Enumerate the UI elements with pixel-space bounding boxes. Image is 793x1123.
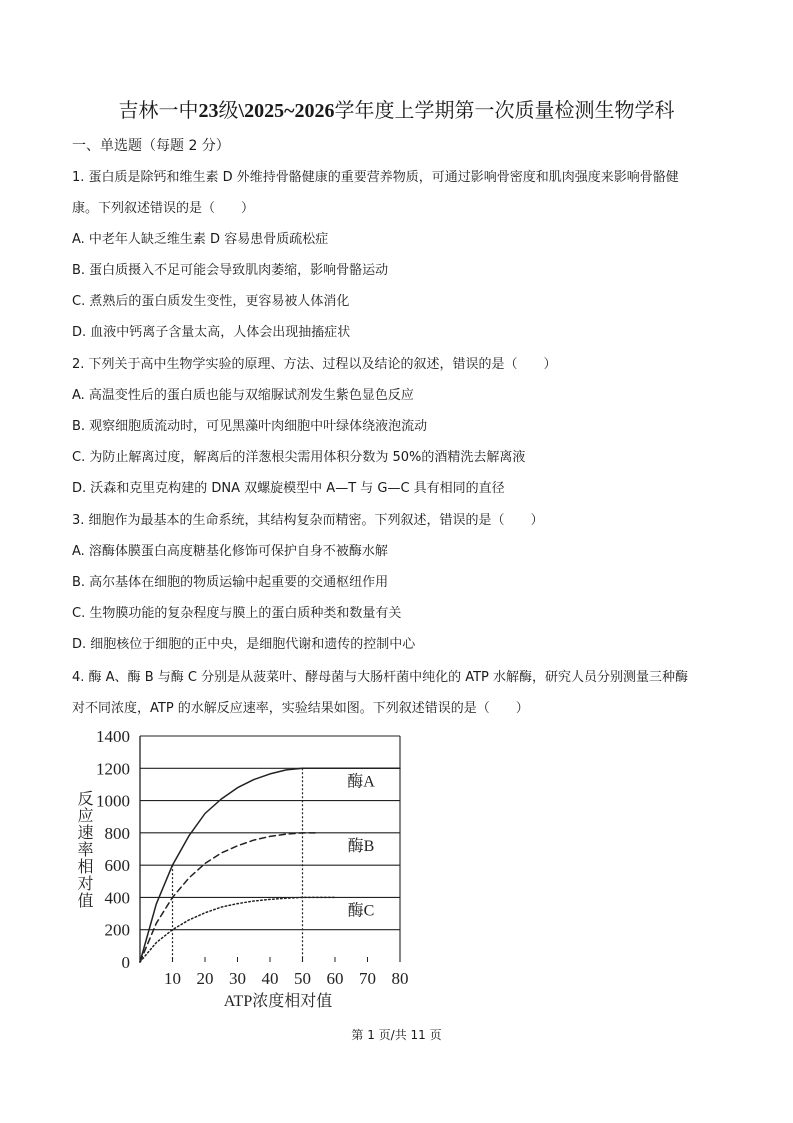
question-3-option-b: B. 高尔基体在细胞的物质运输中起重要的交通枢纽作用 [72,575,389,590]
question-1-stem-line: 1. 蛋白质是除钙和维生素 D 外维持骨骼健康的重要营养物质，可通过影响骨密度和肌肉强度来影响骨骼健 [72,170,679,185]
question-3-stem: 3. 细胞作为最基本的生命系统，其结构复杂而精密。下列叙述，错误的是（ ） [72,513,544,528]
question-1-option-d: D. 血液中钙离子含量太高，人体会出现抽搐症状 [72,325,351,340]
question-4-stem [72,662,732,724]
page-title [0,96,793,125]
y-tick-label: 0 [121,953,130,972]
title-school: 吉林一中 [118,98,199,122]
chart-x-axis-label: ATP浓度相对值 [223,993,333,1010]
x-tick-label: 60 [326,969,344,988]
question-1-option-b: B. 蛋白质摄入不足可能会导致肌肉萎缩，影响骨骼运动 [72,263,389,278]
question-1-stem [72,162,732,224]
series-label-2: 酶B [347,837,375,855]
enzyme-rate-chart [60,722,420,1022]
x-tick-label: 50 [294,969,311,988]
title-grade-unit: 级 [218,98,239,122]
question-2-stem: 2. 下列关于高中生物学实验的原理、方法、过程以及结论的叙述，错误的是（ ） [72,357,557,372]
y-tick-label: 1000 [96,791,130,811]
x-tick-label: 10 [164,969,181,988]
question-2-option-a: A. 高温变性后的蛋白质也能与双缩脲试剂发生紫色显色反应 [72,388,414,403]
y-tick-label: 1200 [96,759,130,779]
x-tick-label: 70 [359,969,376,988]
question-3-option-c: C. 生物膜功能的复杂程度与膜上的蛋白质种类和数量有关 [72,606,402,621]
question-4-stem-line: 4. 酶 A、酶 B 与酶 C 分别是从菠菜叶、酵母菌与大肠杆菌中纯化的 ATP 水解酶，研究人员分别测量三种酶 [72,670,689,685]
chart-tick-labels [96,727,409,988]
question-1-option-c: C. 煮熟后的蛋白质发生变性，更容易被人体消化 [72,294,350,309]
y-tick-label: 400 [104,888,130,908]
question-2-option-b: B. 观察细胞质流动时，可见黑藻叶肉细胞中叶绿体绕液泡流动 [72,419,428,434]
x-tick-label: 40 [261,969,279,988]
y-tick-label: 1400 [96,727,130,746]
chart-gridlines [140,736,400,930]
question-2-option-d: D. 沃森和克里克构建的 DNA 双螺旋模型中 A—T 与 G—C 具有相同的直径 [72,481,505,496]
title-year: \2025~2026 [238,100,335,122]
y-tick-label: 200 [104,920,130,940]
question-3-option-a: A. 溶酶体膜蛋白高度糖基化修饰可保护自身不被酶水解 [72,544,388,559]
series-label-1: 酶A [347,773,375,791]
chart-y-axis-label: 反应速率相对值 [75,790,92,909]
question-4-stem-line: 对不同浓度，ATP 的水解反应速率，实验结果如图。下列叙述错误的是（ ） [72,701,529,716]
page-footer: 第 1 页/共 11 页 [351,1028,442,1042]
section-heading: 一、单选题（每题 2 分） [72,138,230,154]
question-3-option-d: D. 细胞核位于细胞的正中央，是细胞代谢和遗传的控制中心 [72,637,416,652]
question-1-option-a: A. 中老年人缺乏维生素 D 容易患骨质疏松症 [72,232,329,247]
x-tick-label: 30 [229,969,246,988]
question-2-option-c: C. 为防止解离过度，解离后的洋葱根尖需用体积分数为 50%的酒精洗去解离液 [72,450,526,465]
series-label-3: 酶C [347,902,375,920]
x-tick-label: 80 [391,969,409,988]
title-exam: 学年度上学期第一次质量检测生物学科 [334,98,675,122]
y-tick-label: 600 [104,856,130,876]
title-grade-num: 23 [198,100,219,122]
y-tick-label: 800 [104,823,130,843]
question-1-stem-line: 康。下列叙述错误的是（ ） [72,201,255,216]
x-tick-label: 20 [196,969,214,988]
